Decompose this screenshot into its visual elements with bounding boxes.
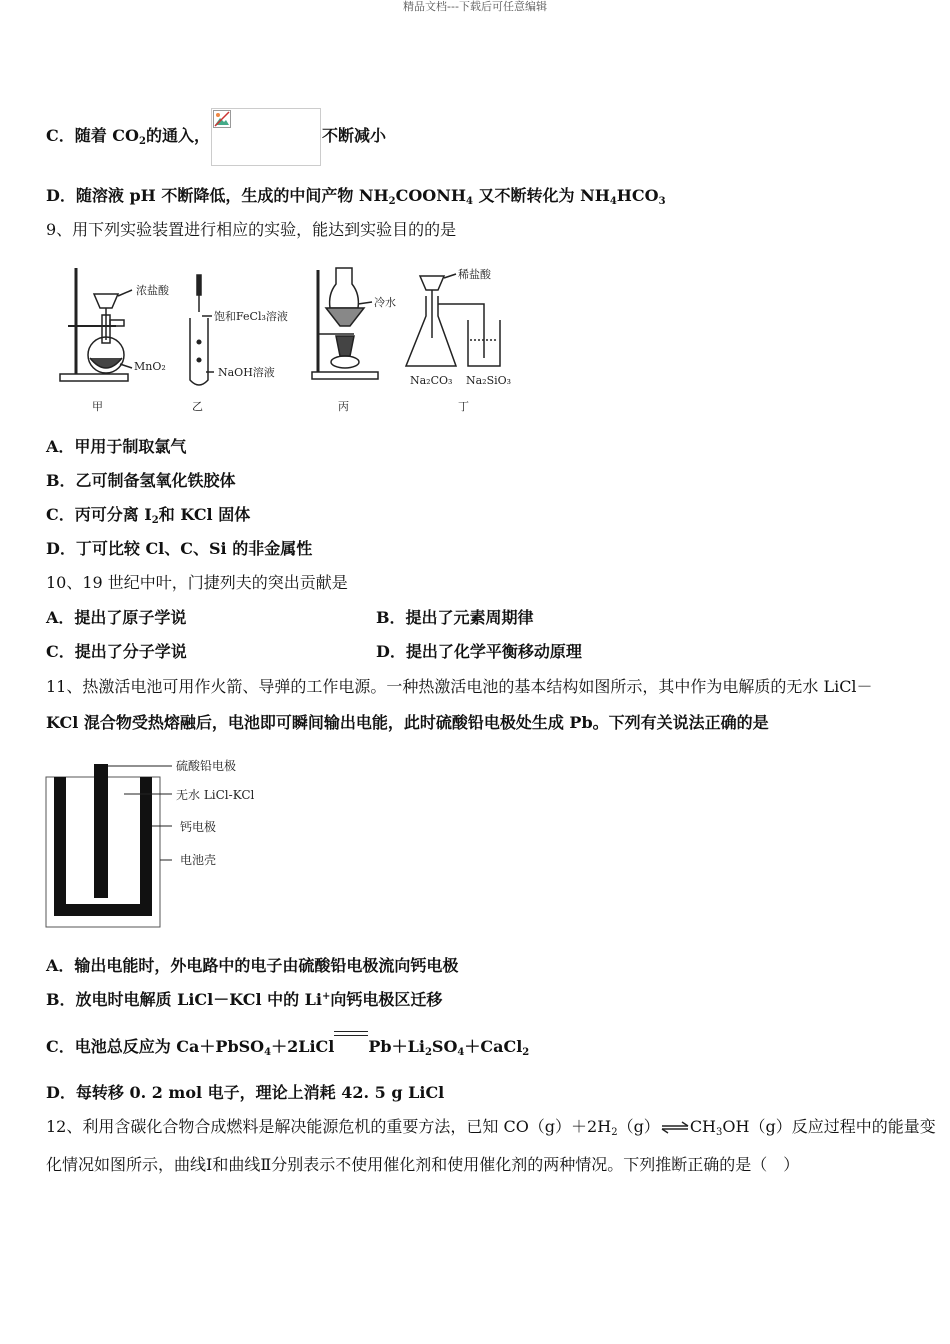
q9-stem: 9、用下列实验装置进行相应的实验，能达到实验目的的是 (46, 220, 457, 239)
q10-option-c: C．提出了分子学说 (46, 642, 187, 661)
label-cold-water: 冷水 (374, 296, 396, 309)
q11-option-a: A．输出电能时，外电路中的电子由硫酸铅电极流向钙电极 (46, 956, 459, 975)
q8-option-c: C．随着 $CO_2$的通入， 不断减小 (46, 126, 386, 146)
q10-stem: 10、19 世纪中叶，门捷列夫的突出贡献是 (46, 573, 348, 592)
label-pbso4-electrode: 硫酸铅电极 (176, 759, 237, 773)
apparatus-ding (406, 274, 500, 366)
q10-option-a: A．提出了原子学说 (46, 608, 187, 627)
q9-option-d: D．丁可比较 Cl、C、Si 的非金属性 (46, 539, 313, 558)
label-conc-hcl: 浓盐酸 (136, 284, 169, 297)
label-fecl3: 饱和FeCl₃溶液 (214, 310, 288, 323)
apparatus-bing (312, 268, 378, 379)
q11-option-b: B．放电时电解质 LiCl－KCl 中的 Li+向钙电极区迁移 (46, 990, 443, 1009)
reversible-arrow-icon (660, 1117, 690, 1137)
equals-sign (334, 1037, 368, 1057)
broken-image-placeholder (211, 108, 321, 166)
q11-option-c: C．电池总反应为 Ca＋PbSO$_4$＋2LiCl $Pb+Li_2SO_4+CaCl_2$ (46, 1037, 529, 1057)
q12-stem-line1: 12、利用含碳化合物合成燃料是解决能源危机的重要方法，已知 $CO(g)+2H_2(g)$ $CH_3OH(g)$反应过程中的能量变 (46, 1117, 936, 1138)
q11-battery-figure (44, 752, 274, 930)
apparatus-yi (190, 275, 214, 385)
label-mno2: MnO₂ (134, 360, 166, 373)
label-na2sio3: Na₂SiO₃ (466, 374, 512, 387)
label-ca-electrode: 钙电极 (180, 820, 217, 834)
label-na2co3: Na₂CO₃ (410, 374, 453, 387)
label-battery-shell: 电池壳 (180, 853, 217, 867)
q11-stem-line1: 11、热激活电池可用作火箭、导弹的工作电源。一种热激活电池的基本结构如图所示，其中作为电解质的无水 LiCl－ (46, 677, 873, 696)
q9-apparatus-figure (54, 260, 524, 418)
page-header: 精品文档---下载后可任意编辑 (403, 0, 547, 13)
q11-stem-line2: KCl 混合物受热熔融后，电池即可瞬间输出电能，此时硫酸铅电极处生成 Pb。下列有关说法正确的是 (46, 713, 769, 732)
broken-image-icon (213, 110, 231, 128)
q11-option-d: D．每转移 0. 2 mol 电子，理论上消耗 42. 5 g LiCl (46, 1083, 445, 1102)
label-dil-hcl: 稀盐酸 (458, 268, 491, 281)
q8-option-d: D．随溶液 pH 不断降低，生成的中间产物 $NH_2COONH_4$ 又不断转化为 $NH_4HCO_3$ (46, 186, 666, 207)
q9-option-b: B．乙可制备氢氧化铁胶体 (46, 471, 236, 490)
label-bing: 丙 (338, 400, 349, 413)
apparatus-jia (60, 268, 132, 381)
label-ding: 丁 (458, 400, 469, 413)
q9-option-c: C．丙可分离 $I_2$和 KCl 固体 (46, 505, 251, 526)
label-licl-kcl: 无水 LiCl-KCl (176, 788, 255, 802)
label-jia: 甲 (92, 400, 103, 413)
label-naoh: NaOH溶液 (218, 366, 275, 379)
q10-option-b: B．提出了元素周期律 (376, 608, 534, 627)
label-yi: 乙 (192, 400, 203, 413)
q12-stem-line2: 化情况如图所示，曲线Ⅰ和曲线Ⅱ分别表示不使用催化剂和使用催化剂的两种情况。下列推断正确的是（ ） (46, 1155, 800, 1174)
q9-option-a: A．甲用于制取氯气 (46, 437, 187, 456)
q10-option-d: D．提出了化学平衡移动原理 (376, 642, 582, 661)
